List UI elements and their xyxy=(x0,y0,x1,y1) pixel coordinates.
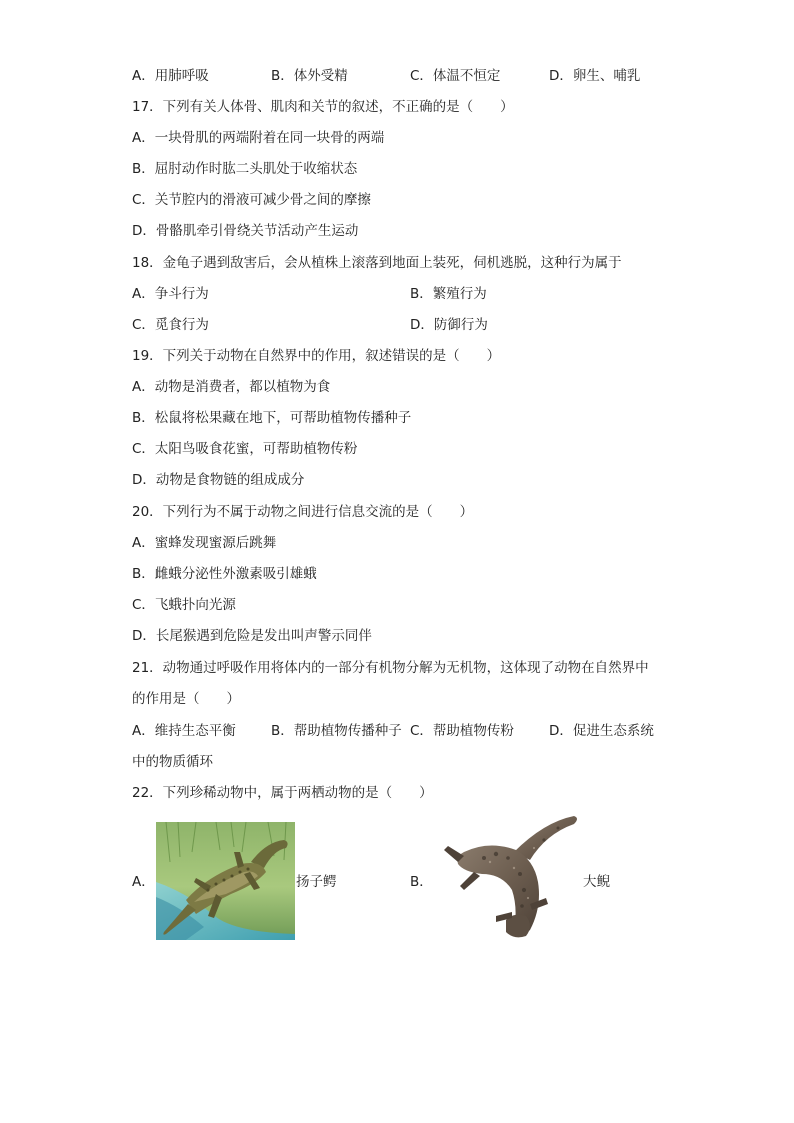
q21-stem-line1: 21．动物通过呼吸作用将体内的一部分有机物分解为无机物，这体现了动物在自然界中 xyxy=(132,660,649,676)
q19-option-c: C．太阳鸟吸食花蜜，可帮助植物传粉 xyxy=(132,441,358,457)
q20-option-c: C．飞蛾扑向光源 xyxy=(132,597,236,613)
q17-option-b: B．屈肘动作时肱二头肌处于收缩状态 xyxy=(132,161,358,177)
q18-option-a: A．争斗行为 xyxy=(132,286,209,302)
q19-option-d: D．动物是食物链的组成成分 xyxy=(132,472,305,488)
q22-option-a-letter: A． xyxy=(132,874,155,890)
q18-option-c: C．觅食行为 xyxy=(132,317,209,333)
q16-option-a: A．用肺呼吸 xyxy=(132,68,209,84)
q22-stem: 22．下列珍稀动物中，属于两栖动物的是（ ） xyxy=(132,785,433,801)
q17-stem: 17．下列有关人体骨、肌肉和关节的叙述，不正确的是（ ） xyxy=(132,99,514,115)
q21-option-c: C．帮助植物传粉 xyxy=(410,723,514,739)
q20-option-d: D．长尾猴遇到危险是发出叫声警示同伴 xyxy=(132,628,372,644)
q17-option-d: D．骨骼肌牵引骨绕关节活动产生运动 xyxy=(132,223,359,239)
q16-option-d: D．卵生、哺乳 xyxy=(549,68,641,84)
salamander-illustration xyxy=(434,812,582,942)
q21-stem-line2: 的作用是（ ） xyxy=(132,691,240,707)
q19-option-b: B．松鼠将松果藏在地下，可帮助植物传播种子 xyxy=(132,410,412,426)
q21-option-a: A．维持生态平衡 xyxy=(132,723,236,739)
q18-option-d: D．防御行为 xyxy=(410,317,488,333)
q16-option-c: C．体温不恒定 xyxy=(410,68,501,84)
q21-option-b: B．帮助植物传播种子 xyxy=(271,723,402,739)
q19-option-a: A．动物是消费者，都以植物为食 xyxy=(132,379,331,395)
q17-option-c: C．关节腔内的滑液可减少骨之间的摩擦 xyxy=(132,192,371,208)
q17-option-a: A．一块骨肌的两端附着在同一块骨的两端 xyxy=(132,130,385,146)
q20-option-a: A．蜜蜂发现蜜源后跳舞 xyxy=(132,535,277,551)
q21-option-d: D．促进生态系统 xyxy=(549,723,654,739)
q18-option-b: B．繁殖行为 xyxy=(410,286,487,302)
q22-option-b-label: 大鲵 xyxy=(583,874,610,890)
q18-stem: 18．金龟子遇到敌害后，会从植株上滚落到地面上装死，伺机逃脱，这种行为属于 xyxy=(132,255,622,271)
q16-option-b: B．体外受精 xyxy=(271,68,348,84)
alligator-image xyxy=(156,822,295,940)
alligator-illustration xyxy=(156,822,295,940)
q20-stem: 20．下列行为不属于动物之间进行信息交流的是（ ） xyxy=(132,504,474,520)
q20-option-b: B．雌蛾分泌性外激素吸引雄蛾 xyxy=(132,566,317,582)
q21-option-d-continued: 中的物质循环 xyxy=(132,754,213,770)
q22-option-a-label: 扬子鳄 xyxy=(296,874,337,890)
salamander-image xyxy=(434,812,582,942)
q19-stem: 19．下列关于动物在自然界中的作用，叙述错误的是（ ） xyxy=(132,348,501,364)
q22-option-b-letter: B． xyxy=(410,874,433,890)
